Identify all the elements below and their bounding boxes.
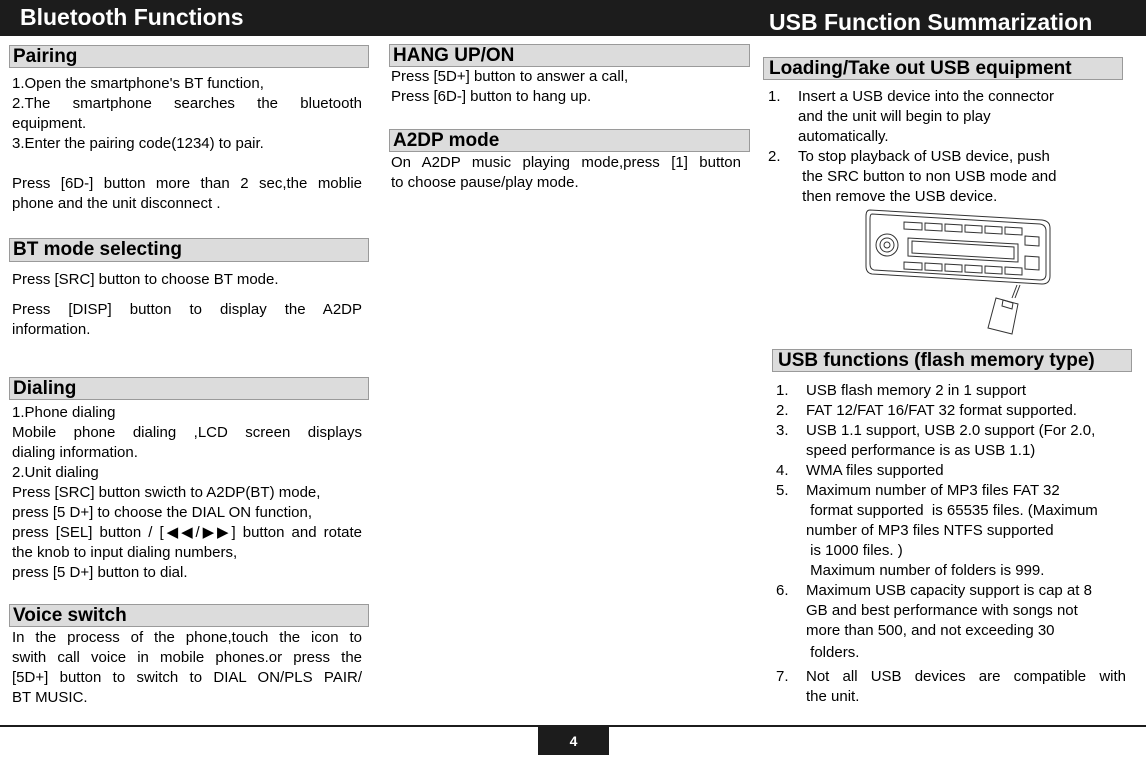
hangup-line: Press [5D+] button to answer a call, bbox=[391, 68, 629, 85]
dialing-line: press [5 D+] button to dial. bbox=[12, 564, 188, 581]
usb-functions-heading: USB functions (flash memory type) bbox=[772, 349, 1132, 372]
list-line: speed performance is as USB 1.1) bbox=[806, 442, 1036, 459]
bt-mode-heading: BT mode selecting bbox=[9, 238, 369, 262]
list-number: 5. bbox=[776, 482, 789, 499]
list-line: Not all USB devices are compatible with bbox=[806, 668, 1126, 685]
list-line: number of MP3 files NTFS supported bbox=[806, 522, 1054, 539]
list-line: the unit. bbox=[806, 688, 860, 705]
dialing-line: 2.Unit dialing bbox=[12, 464, 99, 481]
usb-functions-list bbox=[776, 381, 1131, 707]
list-line: then remove the USB device. bbox=[798, 188, 998, 205]
voice-line: swith call voice in mobile phones.or press the bbox=[12, 649, 362, 666]
a2dp-mode-heading: A2DP mode bbox=[389, 129, 750, 152]
dialing-line: press [5 D+] to choose the DIAL ON function, bbox=[12, 504, 313, 521]
list-line: is 1000 files. ) bbox=[806, 542, 903, 559]
list-line: WMA files supported bbox=[806, 462, 944, 479]
list-line: Maximum USB capacity support is cap at 8 bbox=[806, 582, 1092, 599]
list-item bbox=[776, 381, 1131, 401]
list-line: To stop playback of USB device, push bbox=[798, 148, 1050, 165]
car-stereo-usb-illustration bbox=[862, 206, 1056, 336]
voice-switch-heading: Voice switch bbox=[9, 604, 369, 627]
list-item bbox=[776, 421, 1131, 461]
list-item bbox=[768, 147, 1098, 207]
list-item bbox=[776, 581, 1131, 663]
a2dp-mode-body bbox=[391, 153, 741, 193]
list-item bbox=[776, 667, 1131, 707]
dialing-line: press [SEL] button / [◀◀/▶▶] button and rotate bbox=[12, 524, 362, 541]
list-item bbox=[776, 461, 1131, 481]
list-line: automatically. bbox=[798, 128, 889, 145]
list-line: the SRC button to non USB mode and bbox=[798, 168, 1057, 185]
dialing-body bbox=[12, 403, 362, 583]
loading-usb-heading: Loading/Take out USB equipment bbox=[763, 57, 1123, 80]
voice-line: [5D+] button to switch to DIAL ON/PLS PAIR/ bbox=[12, 669, 362, 686]
list-number: 3. bbox=[776, 422, 789, 439]
list-item bbox=[776, 481, 1131, 581]
dialing-line: Mobile phone dialing ,LCD screen displays bbox=[12, 424, 362, 441]
hang-up-on-heading: HANG UP/ON bbox=[389, 44, 750, 67]
a2dp-line: On A2DP music playing mode,press [1] button bbox=[391, 154, 741, 171]
loading-usb-list bbox=[768, 87, 1098, 207]
list-line: and the unit will begin to play bbox=[798, 108, 991, 125]
dialing-line: Press [SRC] button swicth to A2DP(BT) mode, bbox=[12, 484, 321, 501]
list-line: Maximum number of folders is 999. bbox=[806, 562, 1045, 579]
list-item bbox=[776, 401, 1131, 421]
bt-mode-line: Press [DISP] button to display the A2DP bbox=[12, 301, 362, 318]
hang-up-on-body bbox=[391, 67, 741, 107]
dialing-heading: Dialing bbox=[9, 377, 369, 400]
pairing-line: 1.Open the smartphone's BT function, bbox=[12, 75, 264, 92]
dialing-line: 1.Phone dialing bbox=[12, 404, 116, 421]
pairing-line: Press [6D-] button more than 2 sec,the moblie bbox=[12, 175, 362, 192]
list-number: 1. bbox=[768, 88, 781, 105]
list-number: 6. bbox=[776, 582, 789, 599]
hangup-line: Press [6D-] button to hang up. bbox=[391, 88, 592, 105]
pairing-line: 3.Enter the pairing code(1234) to pair. bbox=[12, 135, 264, 152]
bt-mode-line: information. bbox=[12, 321, 91, 338]
list-line: folders. bbox=[806, 644, 860, 661]
pairing-line: equipment. bbox=[12, 115, 87, 132]
page-number: 4 bbox=[538, 725, 609, 755]
list-line: FAT 12/FAT 16/FAT 32 format supported. bbox=[806, 402, 1077, 419]
list-line: USB 1.1 support, USB 2.0 support (For 2.0, bbox=[806, 422, 1096, 439]
pairing-body bbox=[12, 74, 362, 214]
voice-switch-body bbox=[12, 628, 362, 708]
dialing-line: dialing information. bbox=[12, 444, 138, 461]
list-number: 4. bbox=[776, 462, 789, 479]
pairing-line: 2.The smartphone searches the bluetooth bbox=[12, 95, 362, 112]
bluetooth-functions-title: Bluetooth Functions bbox=[20, 4, 244, 30]
voice-line: BT MUSIC. bbox=[12, 689, 88, 706]
list-line: more than 500, and not exceeding 30 bbox=[806, 622, 1055, 639]
pairing-line: phone and the unit disconnect . bbox=[12, 195, 221, 212]
list-item bbox=[768, 87, 1098, 147]
list-line: format supported is 65535 files. (Maximum bbox=[806, 502, 1098, 519]
list-line: Insert a USB device into the connector bbox=[798, 88, 1054, 105]
list-line: USB flash memory 2 in 1 support bbox=[806, 382, 1027, 399]
voice-line: In the process of the phone,touch the icon to bbox=[12, 629, 362, 646]
list-line: Maximum number of MP3 files FAT 32 bbox=[806, 482, 1060, 499]
pairing-heading: Pairing bbox=[9, 45, 369, 68]
list-number: 2. bbox=[776, 402, 789, 419]
usb-summarization-title: USB Function Summarization bbox=[769, 9, 1093, 35]
a2dp-line: to choose pause/play mode. bbox=[391, 174, 579, 191]
bt-mode-line: Press [SRC] button to choose BT mode. bbox=[12, 271, 279, 288]
list-number: 2. bbox=[768, 148, 781, 165]
list-line: GB and best performance with songs not bbox=[806, 602, 1078, 619]
bt-mode-body bbox=[12, 270, 362, 340]
list-number: 7. bbox=[776, 668, 789, 685]
list-number: 1. bbox=[776, 382, 789, 399]
dialing-line: the knob to input dialing numbers, bbox=[12, 544, 238, 561]
